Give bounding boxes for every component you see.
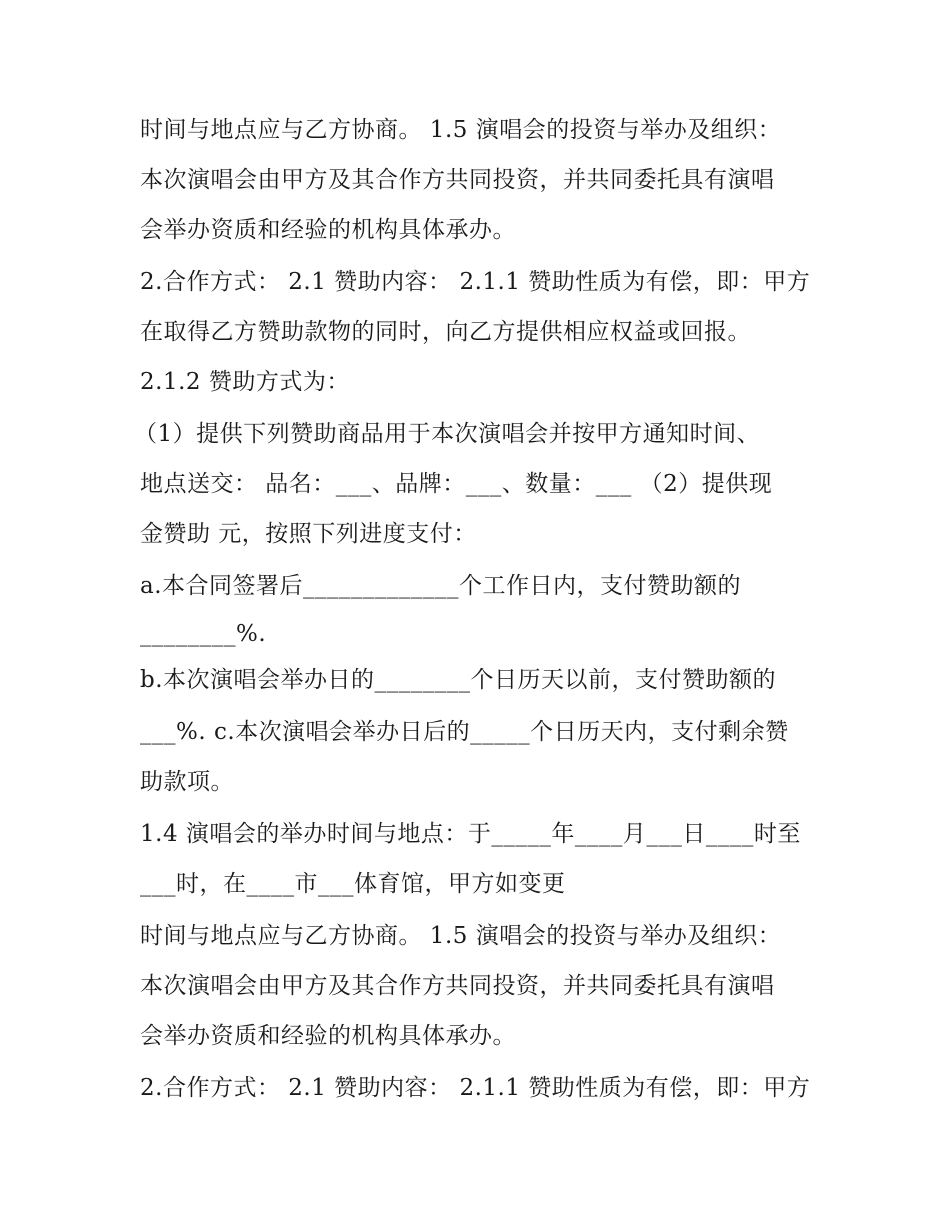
text-line: 1.4 演唱会的举办时间与地点：于_____年____月___日____时至 <box>140 821 801 847</box>
text-line: ___时，在____市___体育馆，甲方如变更 <box>140 871 566 897</box>
text-line: 会举办资质和经验的机构具体承办。 <box>140 217 516 243</box>
text-line: 2.1.2 赞助方式为： <box>140 369 350 395</box>
text-line: 在取得乙方赞助款物的同时，向乙方提供相应权益或回报。 <box>140 319 751 345</box>
text-line: ________%. <box>140 621 267 647</box>
text-line: 会举办资质和经验的机构具体承办。 <box>140 1023 516 1049</box>
text-line: 地点送交： 品名：___、品牌：___、数量：___ （2）提供现 <box>140 471 773 497</box>
text-line: ___%. c.本次演唱会举办日后的_____个日历天内，支付剩余赞 <box>140 719 789 745</box>
text-line: 时间与地点应与乙方协商。 1.5 演唱会的投资与举办及组织： <box>140 923 782 949</box>
text-line: 本次演唱会由甲方及其合作方共同投资，并共同委托具有演唱 <box>140 973 775 999</box>
text-line: a.本合同签署后_____________个工作日内，支付赞助额的 <box>140 573 742 599</box>
text-line: （1）提供下列赞助商品用于本次演唱会并按甲方通知时间、 <box>134 421 761 447</box>
text-line: 本次演唱会由甲方及其合作方共同投资，并共同委托具有演唱 <box>140 167 775 193</box>
text-line: 金赞助 元，按照下列进度支付： <box>140 521 477 547</box>
text-line: 助款项。 <box>140 769 234 795</box>
text-line: 时间与地点应与乙方协商。 1.5 演唱会的投资与举办及组织： <box>140 117 782 143</box>
text-line: 2.合作方式： 2.1 赞助内容： 2.1.1 赞助性质为有偿，即：甲方 <box>140 1075 811 1101</box>
text-line: b.本次演唱会举办日的________个日历天以前，支付赞助额的 <box>140 667 777 693</box>
text-line: 2.合作方式： 2.1 赞助内容： 2.1.1 赞助性质为有偿，即：甲方 <box>140 269 811 295</box>
